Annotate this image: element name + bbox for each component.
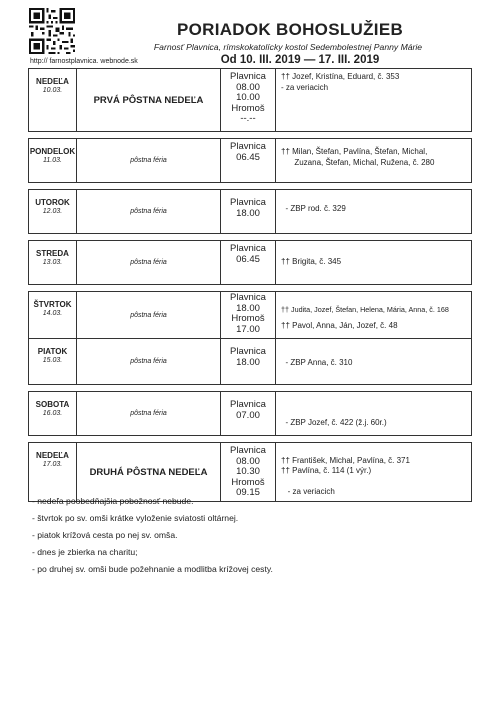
announcements (32, 493, 273, 578)
time-line: Plavnica (230, 292, 266, 303)
time-line: --.-- (240, 113, 256, 124)
intention-line: - ZBP rod. č. 329 (281, 203, 346, 213)
feast-label: DRUHÁ PÔSTNA NEDEĽA (89, 466, 208, 478)
page-title: PORIADOK BOHOSLUŽIEB (176, 20, 404, 39)
day-name: PIATOK (37, 347, 68, 356)
schedule-row (28, 69, 472, 132)
time-line: Plavnica (230, 445, 266, 456)
announcement-item: - štvrtok po sv. omši krátke vyloženie sviatosti oltárnej. (32, 513, 239, 523)
feast-cell (77, 392, 221, 435)
day-name: NEDEĽA (36, 77, 69, 86)
intention-line (281, 193, 468, 204)
intention-line: †† Judita, Jozef, Štefan, Helena, Mária, Anna, č. 168 (281, 304, 449, 314)
day-name: STREDA (36, 249, 69, 258)
feast-label: pôstna féria (130, 358, 167, 365)
time-cell (221, 339, 276, 384)
day-cell (29, 139, 77, 182)
time-cell (221, 392, 276, 435)
time-line: Plavnica (230, 71, 266, 82)
day-name: NEDEĽA (36, 451, 69, 460)
day-date: 14.03. (42, 310, 63, 317)
qr-code (29, 8, 75, 54)
day-name: SOBOTA (35, 400, 70, 409)
time-line: 08.00 (236, 455, 260, 467)
feast-label: pôstna féria (130, 311, 167, 319)
intention-line: †† Pavlína, č. 114 (1 výr.) (281, 466, 372, 475)
feast-label: pôstna féria (130, 208, 167, 215)
day-date: 11.03. (43, 157, 62, 164)
schedule-row (28, 240, 472, 285)
intention-line (281, 408, 468, 419)
day-cell (29, 190, 77, 233)
schedule-row (28, 291, 472, 339)
day-name: UTOROK (35, 198, 70, 207)
time-cell (221, 241, 276, 284)
announcement-item: - dnes je zbierka na charitu; (32, 547, 138, 557)
feast-label: pôstna féria (130, 157, 167, 164)
feast-cell (77, 339, 221, 384)
time-line: 17.00 (236, 323, 260, 335)
intention-cell (276, 292, 471, 338)
feast-cell (77, 139, 221, 182)
time-cell (221, 69, 276, 131)
day-cell (29, 392, 77, 435)
day-name: PONDELOK (29, 147, 76, 156)
schedule-row (28, 138, 472, 183)
feast-label: pôstna féria (130, 259, 167, 266)
time-line: Plavnica (230, 197, 266, 208)
time-cell (221, 190, 276, 233)
time-line: 18.00 (236, 356, 260, 368)
website-url: http:// farnostplavnica. webnode.sk (30, 58, 138, 65)
time-line: 10.00 (236, 92, 260, 103)
time-line: 07.00 (236, 409, 260, 421)
date-range: Od 10. III. 2019 — 17. III. 2019 (220, 54, 380, 66)
time-line: Plavnica (230, 399, 266, 410)
intention-line: - ZBP Jozef, č. 422 (ž.j. 60r.) (281, 418, 387, 427)
time-line: 18.00 (236, 207, 260, 219)
intention-cell (276, 190, 471, 233)
time-line: Hromoš (231, 313, 265, 324)
intention-cell (276, 443, 471, 501)
time-line: 09.15 (236, 487, 260, 498)
intention-line (281, 347, 468, 358)
time-line: 06.45 (236, 151, 260, 163)
intention-line: †† Brigita, č. 345 (281, 256, 342, 266)
intention-cell (276, 241, 471, 284)
intention-line: †† Milan, Štefan, Pavlína, Štefan, Michal, (281, 147, 428, 156)
intention-line: Zuzana, Štefan, Michal, Ružena, č. 280 (281, 157, 435, 167)
day-date: 12.03. (42, 208, 63, 215)
announcement-item: - nedeľa poobedňajšia pobožnosť nebude. (32, 496, 194, 506)
time-cell (221, 292, 276, 338)
intention-line (281, 294, 468, 305)
time-line: 08.00 (236, 81, 260, 93)
intention-cell (276, 69, 471, 131)
feast-cell (77, 241, 221, 284)
feast-label: PRVÁ PÔSTNA NEDEĽA (93, 94, 204, 106)
time-line: 10.30 (236, 466, 260, 477)
day-date: 16.03. (42, 410, 63, 417)
feast-cell (77, 292, 221, 338)
schedule-table (28, 68, 472, 502)
schedule-row (28, 339, 472, 385)
day-cell (29, 241, 77, 284)
intention-line (281, 445, 468, 456)
day-date: 13.03. (42, 259, 63, 266)
feast-cell (77, 69, 221, 131)
time-line: Plavnica (230, 141, 266, 152)
schedule-row (28, 391, 472, 436)
intention-line (281, 477, 468, 488)
intention-line (281, 397, 468, 408)
intention-cell (276, 392, 471, 435)
day-cell (29, 69, 77, 131)
parish-subtitle: Farnosť Plavnica, rímskokatolícky kostol Sedembolestnej Panny Márie (153, 42, 423, 52)
feast-label: pôstna féria (130, 410, 167, 417)
day-date: 17.03. (42, 461, 63, 468)
intention-line: - za veriacich (281, 487, 335, 496)
time-cell (221, 139, 276, 182)
schedule-row (28, 189, 472, 234)
feast-cell (77, 190, 221, 233)
intention-line: †† Jozef, Kristína, Eduard, č. 353 (281, 72, 400, 81)
intention-line: †† František, Michal, Pavlína, č. 371 (281, 455, 410, 465)
day-name: ŠTVRTOK (33, 300, 72, 309)
intention-line: - za veriacich (281, 82, 329, 92)
day-cell (29, 339, 77, 384)
intention-line: - ZBP Anna, č. 310 (281, 357, 353, 367)
intention-line: †† Pavol, Anna, Ján, Jozef, č. 48 (281, 321, 398, 330)
time-line: 18.00 (236, 302, 260, 314)
time-line: Plavnica (230, 346, 266, 357)
intention-cell (276, 339, 471, 384)
intention-line (281, 246, 468, 257)
day-cell (29, 292, 77, 338)
intention-cell (276, 139, 471, 182)
time-line: Hromoš (231, 102, 265, 114)
announcement-item: - piatok krížová cesta po nej sv. omša. (32, 530, 178, 540)
day-date: 10.03. (42, 87, 63, 94)
time-line: 06.45 (236, 253, 260, 265)
time-line: Hromoš (231, 476, 265, 488)
day-date: 15.03. (42, 357, 63, 364)
time-line: Plavnica (230, 243, 266, 254)
announcement-item: - po druhej sv. omši bude požehnanie a modlitba krížovej cesty. (32, 564, 273, 574)
